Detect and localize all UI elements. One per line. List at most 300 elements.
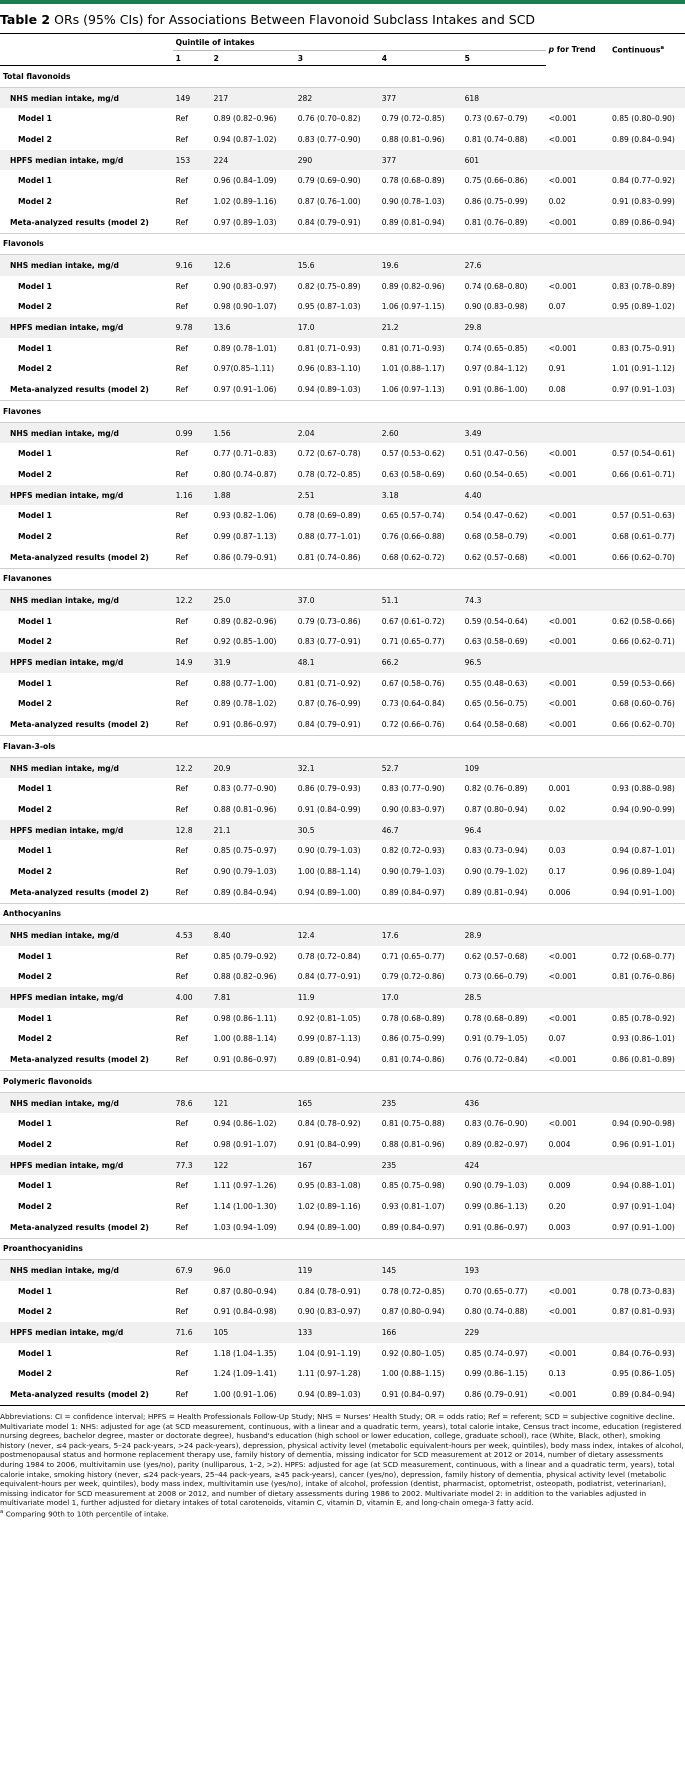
meta-row bbox=[0, 379, 685, 400]
row-label: Model 2 bbox=[0, 1196, 173, 1217]
table-cell: 0.89 (0.84–0.94) bbox=[609, 129, 685, 150]
table-cell: Ref bbox=[173, 1029, 211, 1050]
table-cell: 0.96 (0.89–1.04) bbox=[609, 861, 685, 882]
meta-row bbox=[0, 714, 685, 735]
row-label: Model 2 bbox=[0, 799, 173, 820]
table-cell: 217 bbox=[211, 87, 295, 108]
table-cell: Ref bbox=[173, 547, 211, 568]
table-cell bbox=[609, 422, 685, 443]
table-cell bbox=[546, 925, 609, 946]
table-cell: 0.89 (0.82–0.96) bbox=[211, 108, 295, 129]
table-cell: 0.75 (0.66–0.86) bbox=[462, 170, 546, 191]
table-cell: 0.89 (0.84–0.94) bbox=[609, 1384, 685, 1405]
row-label: HPFS median intake, mg/d bbox=[0, 485, 173, 506]
table-cell: 3.49 bbox=[462, 422, 546, 443]
table-cell: 7.81 bbox=[211, 987, 295, 1008]
table-cell: 1.01 (0.88–1.17) bbox=[379, 359, 462, 380]
table-cell: 0.96 (0.91–1.01) bbox=[609, 1134, 685, 1155]
model-row bbox=[0, 297, 685, 318]
table-cell: 0.78 (0.72–0.85) bbox=[295, 464, 379, 485]
model-row bbox=[0, 129, 685, 150]
table-cell: 377 bbox=[379, 150, 462, 171]
table-cell bbox=[609, 925, 685, 946]
table-cell: 0.90 (0.83–0.97) bbox=[211, 276, 295, 297]
table-cell: 1.06 (0.97–1.15) bbox=[379, 297, 462, 318]
table-cell: 0.92 (0.81–1.05) bbox=[295, 1008, 379, 1029]
table-cell: <0.001 bbox=[546, 632, 609, 653]
table-cell: Ref bbox=[173, 840, 211, 861]
table-cell: 0.90 (0.83–0.97) bbox=[295, 1302, 379, 1323]
table-cell: 0.72 (0.66–0.76) bbox=[379, 714, 462, 735]
table-cell: 0.94 (0.87–1.02) bbox=[211, 129, 295, 150]
table-cell: Ref bbox=[173, 611, 211, 632]
abbreviations-note: Abbreviations: CI = confidence interval; HPFS = Health Professionals Follow-Up Study; NHS = Nurses' Health Study; OR = odds ratio; Ref = referent; SCD = subjective cognitive decline. bbox=[0, 1412, 675, 1421]
table-cell: 235 bbox=[379, 1155, 462, 1176]
table-cell: 0.80 (0.74–0.87) bbox=[211, 464, 295, 485]
table-cell: 0.76 (0.66–0.88) bbox=[379, 526, 462, 547]
table-cell: 0.94 (0.90–0.98) bbox=[609, 1113, 685, 1134]
table-cell: 0.72 (0.68–0.77) bbox=[609, 946, 685, 967]
table-cell: 0.68 (0.60–0.76) bbox=[609, 694, 685, 715]
table-cell: 0.74 (0.65–0.85) bbox=[462, 338, 546, 359]
table-cell: 0.95 (0.86–1.05) bbox=[609, 1364, 685, 1385]
model-row bbox=[0, 799, 685, 820]
row-label: Meta-analyzed results (model 2) bbox=[0, 1049, 173, 1070]
cohort-row bbox=[0, 485, 685, 506]
group-header-row bbox=[0, 1071, 685, 1093]
row-label: Model 1 bbox=[0, 338, 173, 359]
group-header-row bbox=[0, 568, 685, 590]
table-cell: 0.94 (0.89–1.03) bbox=[295, 1384, 379, 1405]
row-label: Model 1 bbox=[0, 108, 173, 129]
table-cell: 0.78 (0.72–0.85) bbox=[379, 1281, 462, 1302]
table-cell: 0.94 (0.86–1.02) bbox=[211, 1113, 295, 1134]
table-cell: 0.88 (0.77–1.00) bbox=[211, 673, 295, 694]
cohort-row bbox=[0, 925, 685, 946]
table-cell: 1.56 bbox=[211, 422, 295, 443]
table-cell: 0.87 (0.76–1.00) bbox=[295, 191, 379, 212]
table-cell: Ref bbox=[173, 632, 211, 653]
table-cell: Ref bbox=[173, 379, 211, 400]
table-cell bbox=[546, 987, 609, 1008]
table-cell: 0.70 (0.65–0.77) bbox=[462, 1281, 546, 1302]
table-cell: 618 bbox=[462, 87, 546, 108]
table-cell: 0.88 (0.81–0.96) bbox=[211, 799, 295, 820]
header-blank bbox=[0, 34, 173, 51]
table-cell: 1.00 (0.88–1.14) bbox=[295, 861, 379, 882]
table-cell: 1.00 (0.88–1.14) bbox=[211, 1029, 295, 1050]
table-cell: 0.60 (0.54–0.65) bbox=[462, 464, 546, 485]
table-cell: 74.3 bbox=[462, 590, 546, 611]
table-cell: 0.84 (0.78–0.92) bbox=[295, 1113, 379, 1134]
table-cell: 0.68 (0.58–0.79) bbox=[462, 526, 546, 547]
table-cell: 193 bbox=[462, 1260, 546, 1281]
table-cell: 0.89 (0.84–0.97) bbox=[379, 882, 462, 903]
row-label: NHS median intake, mg/d bbox=[0, 255, 173, 276]
meta-row bbox=[0, 1049, 685, 1070]
table-cell: 121 bbox=[211, 1092, 295, 1113]
table-cell: 0.92 (0.85–1.00) bbox=[211, 632, 295, 653]
table-cell: 0.004 bbox=[546, 1134, 609, 1155]
quintile-2-header: 2 bbox=[211, 51, 295, 66]
table-cell: 0.91 (0.83–0.99) bbox=[609, 191, 685, 212]
table-cell: 0.91 (0.84–0.97) bbox=[379, 1384, 462, 1405]
table-cell: 0.94 (0.89–1.03) bbox=[295, 379, 379, 400]
model-row bbox=[0, 108, 685, 129]
table-cell: 122 bbox=[211, 1155, 295, 1176]
table-cell: 0.86 (0.79–0.91) bbox=[211, 547, 295, 568]
table-cell: <0.001 bbox=[546, 967, 609, 988]
table-cell: 0.66 (0.62–0.71) bbox=[609, 632, 685, 653]
table-cell: 290 bbox=[295, 150, 379, 171]
row-label: Model 2 bbox=[0, 694, 173, 715]
cohort-row bbox=[0, 422, 685, 443]
table-cell: 20.9 bbox=[211, 757, 295, 778]
table-cell: 96.5 bbox=[462, 652, 546, 673]
row-label: Model 1 bbox=[0, 1343, 173, 1364]
table-cell: 17.0 bbox=[379, 987, 462, 1008]
model-row bbox=[0, 611, 685, 632]
table-cell: 0.83 (0.77–0.90) bbox=[379, 778, 462, 799]
table-cell: 0.91 (0.84–0.99) bbox=[295, 1134, 379, 1155]
table-cell: 0.83 (0.77–0.90) bbox=[295, 129, 379, 150]
model-row bbox=[0, 1029, 685, 1050]
table-cell: 0.64 (0.58–0.68) bbox=[462, 714, 546, 735]
table-cell: 0.73 (0.66–0.79) bbox=[462, 967, 546, 988]
table-cell: 0.79 (0.72–0.86) bbox=[379, 967, 462, 988]
table-cell: Ref bbox=[173, 359, 211, 380]
table-cell: Ref bbox=[173, 1217, 211, 1238]
cohort-row bbox=[0, 150, 685, 171]
table-cell: <0.001 bbox=[546, 526, 609, 547]
model-row bbox=[0, 505, 685, 526]
table-cell: 0.91 (0.79–1.05) bbox=[462, 1029, 546, 1050]
table-cell: 0.88 (0.82–0.96) bbox=[211, 967, 295, 988]
table-cell: 0.003 bbox=[546, 1217, 609, 1238]
table-cell: 0.72 (0.67–0.78) bbox=[295, 443, 379, 464]
cohort-row bbox=[0, 1260, 685, 1281]
table-cell: Ref bbox=[173, 882, 211, 903]
table-cell: 0.91 bbox=[546, 359, 609, 380]
table-cell: Ref bbox=[173, 778, 211, 799]
model-row bbox=[0, 338, 685, 359]
table-cell: 0.99 (0.87–1.13) bbox=[211, 526, 295, 547]
row-label: NHS median intake, mg/d bbox=[0, 925, 173, 946]
row-label: Model 1 bbox=[0, 1008, 173, 1029]
table-cell: 96.0 bbox=[211, 1260, 295, 1281]
table-cell: 1.16 bbox=[173, 485, 211, 506]
table-cell bbox=[546, 1092, 609, 1113]
table-cell: 14.9 bbox=[173, 652, 211, 673]
row-label: Model 2 bbox=[0, 632, 173, 653]
model-row bbox=[0, 778, 685, 799]
table-cell: 0.66 (0.61–0.71) bbox=[609, 464, 685, 485]
table-cell: <0.001 bbox=[546, 129, 609, 150]
table-cell: 0.85 (0.75–0.97) bbox=[211, 840, 295, 861]
table-cell: 8.40 bbox=[211, 925, 295, 946]
row-label: Model 2 bbox=[0, 1364, 173, 1385]
table-cell bbox=[609, 255, 685, 276]
table-cell: 1.11 (0.97–1.28) bbox=[295, 1364, 379, 1385]
table-cell: 9.16 bbox=[173, 255, 211, 276]
group-name: Polymeric flavonoids bbox=[0, 1071, 685, 1093]
table-cell: 0.57 (0.51–0.63) bbox=[609, 505, 685, 526]
row-label: Model 2 bbox=[0, 1029, 173, 1050]
model-row bbox=[0, 1175, 685, 1196]
table-cell: 1.00 (0.91–1.06) bbox=[211, 1384, 295, 1405]
row-label: NHS median intake, mg/d bbox=[0, 1260, 173, 1281]
table-cell bbox=[609, 590, 685, 611]
table-cell bbox=[609, 1260, 685, 1281]
meta-row bbox=[0, 212, 685, 233]
table-cell: 0.87 (0.76–0.99) bbox=[295, 694, 379, 715]
table-cell: Ref bbox=[173, 1343, 211, 1364]
table-cell: 0.74 (0.68–0.80) bbox=[462, 276, 546, 297]
table-cell: 0.97 (0.91–1.04) bbox=[609, 1196, 685, 1217]
table-cell: 0.90 (0.79–1.03) bbox=[211, 861, 295, 882]
table-cell: 0.89 (0.82–0.97) bbox=[462, 1134, 546, 1155]
model-row bbox=[0, 464, 685, 485]
table-cell bbox=[609, 150, 685, 171]
table-cell: 0.92 (0.80–1.05) bbox=[379, 1343, 462, 1364]
table-cell: 0.78 (0.69–0.89) bbox=[295, 505, 379, 526]
table-cell: 0.96 (0.84–1.09) bbox=[211, 170, 295, 191]
table-cell: 0.82 (0.76–0.89) bbox=[462, 778, 546, 799]
table-cell: 96.4 bbox=[462, 820, 546, 841]
table-cell: <0.001 bbox=[546, 443, 609, 464]
table-cell: Ref bbox=[173, 694, 211, 715]
model-row bbox=[0, 1302, 685, 1323]
quintile-3-header: 3 bbox=[295, 51, 379, 66]
table-cell: 0.76 (0.70–0.82) bbox=[295, 108, 379, 129]
table-cell: 0.79 (0.72–0.85) bbox=[379, 108, 462, 129]
group-name: Flavonols bbox=[0, 233, 685, 255]
table-cell: Ref bbox=[173, 946, 211, 967]
table-cell: 0.57 (0.54–0.61) bbox=[609, 443, 685, 464]
table-cell: Ref bbox=[173, 443, 211, 464]
table-cell: <0.001 bbox=[546, 1281, 609, 1302]
row-label: Model 1 bbox=[0, 443, 173, 464]
group-header-row bbox=[0, 903, 685, 925]
table-cell: 30.5 bbox=[295, 820, 379, 841]
table-cell: Ref bbox=[173, 1175, 211, 1196]
row-label: Model 1 bbox=[0, 276, 173, 297]
table-cell: Ref bbox=[173, 212, 211, 233]
table-cell: 0.94 (0.89–1.00) bbox=[295, 1217, 379, 1238]
table-cell: Ref bbox=[173, 526, 211, 547]
table-cell: 0.78 (0.68–0.89) bbox=[462, 1008, 546, 1029]
row-label: Model 1 bbox=[0, 840, 173, 861]
table-cell: 133 bbox=[295, 1322, 379, 1343]
table-cell bbox=[546, 1260, 609, 1281]
row-label: Model 1 bbox=[0, 1281, 173, 1302]
table-cell bbox=[546, 1322, 609, 1343]
table-cell: 0.81 (0.71–0.92) bbox=[295, 673, 379, 694]
table-cell: Ref bbox=[173, 673, 211, 694]
row-label: Meta-analyzed results (model 2) bbox=[0, 212, 173, 233]
row-label: Model 2 bbox=[0, 129, 173, 150]
group-name: Flavan-3-ols bbox=[0, 736, 685, 758]
row-label: HPFS median intake, mg/d bbox=[0, 1322, 173, 1343]
table-cell: 0.65 (0.57–0.74) bbox=[379, 505, 462, 526]
model-row bbox=[0, 1196, 685, 1217]
table-cell: 0.73 (0.67–0.79) bbox=[462, 108, 546, 129]
row-label: Model 2 bbox=[0, 526, 173, 547]
table-cell: 0.91 (0.84–0.99) bbox=[295, 799, 379, 820]
table-cell: 0.81 (0.76–0.86) bbox=[609, 967, 685, 988]
table-cell: 0.89 (0.82–0.96) bbox=[379, 276, 462, 297]
table-cell: 1.06 (0.97–1.13) bbox=[379, 379, 462, 400]
row-label: Model 2 bbox=[0, 191, 173, 212]
table-caption: ORs (95% CIs) for Associations Between Flavonoid Subclass Intakes and SCD bbox=[54, 12, 536, 27]
table-cell bbox=[609, 652, 685, 673]
table-cell bbox=[609, 317, 685, 338]
table-cell: 0.80 (0.74–0.88) bbox=[462, 1302, 546, 1323]
table-cell: 0.07 bbox=[546, 297, 609, 318]
table-cell: Ref bbox=[173, 1008, 211, 1029]
table-cell: 0.88 (0.77–1.01) bbox=[295, 526, 379, 547]
row-label: Meta-analyzed results (model 2) bbox=[0, 882, 173, 903]
table-cell bbox=[546, 87, 609, 108]
table-cell: Ref bbox=[173, 464, 211, 485]
table-cell: 1.01 (0.91–1.12) bbox=[609, 359, 685, 380]
table-cell: 0.95 (0.87–1.03) bbox=[295, 297, 379, 318]
table-cell: 0.87 (0.80–0.94) bbox=[379, 1302, 462, 1323]
table-cell: 0.87 (0.80–0.94) bbox=[462, 799, 546, 820]
table-cell: 0.82 (0.72–0.93) bbox=[379, 840, 462, 861]
table-cell: <0.001 bbox=[546, 1302, 609, 1323]
table-cell: 105 bbox=[211, 1322, 295, 1343]
table-cell: 0.59 (0.53–0.66) bbox=[609, 673, 685, 694]
table-cell: 0.78 (0.72–0.84) bbox=[295, 946, 379, 967]
table-cell: 0.65 (0.56–0.75) bbox=[462, 694, 546, 715]
table-cell: 0.97 (0.91–1.03) bbox=[609, 379, 685, 400]
table-cell: 0.99 bbox=[173, 422, 211, 443]
table-cell bbox=[546, 652, 609, 673]
model-row bbox=[0, 170, 685, 191]
table-cell: 0.86 (0.75–0.99) bbox=[462, 191, 546, 212]
table-cell: 0.08 bbox=[546, 379, 609, 400]
row-label: Model 2 bbox=[0, 297, 173, 318]
table-cell: <0.001 bbox=[546, 946, 609, 967]
table-cell: 0.97 (0.91–1.06) bbox=[211, 379, 295, 400]
table-cell: 0.93 (0.82–1.06) bbox=[211, 505, 295, 526]
table-cell: 0.17 bbox=[546, 861, 609, 882]
table-cell: 0.91 (0.86–0.97) bbox=[211, 714, 295, 735]
table-cell: 0.84 (0.79–0.91) bbox=[295, 714, 379, 735]
table-cell: Ref bbox=[173, 505, 211, 526]
table-cell: 0.89 (0.82–0.96) bbox=[211, 611, 295, 632]
table-cell: 0.97 (0.84–1.12) bbox=[462, 359, 546, 380]
row-label: Model 2 bbox=[0, 359, 173, 380]
table-cell: Ref bbox=[173, 1134, 211, 1155]
meta-row bbox=[0, 547, 685, 568]
table-cell: Ref bbox=[173, 1364, 211, 1385]
table-cell: 0.89 (0.81–0.94) bbox=[379, 212, 462, 233]
model-row bbox=[0, 1008, 685, 1029]
table-cell: 0.82 (0.75–0.89) bbox=[295, 276, 379, 297]
meta-row bbox=[0, 882, 685, 903]
table-cell: Ref bbox=[173, 799, 211, 820]
table-cell: 0.81 (0.74–0.86) bbox=[295, 547, 379, 568]
table-cell: <0.001 bbox=[546, 1113, 609, 1134]
table-cell: 0.62 (0.57–0.68) bbox=[462, 946, 546, 967]
table-cell: 0.89 (0.81–0.94) bbox=[295, 1049, 379, 1070]
cohort-row bbox=[0, 1155, 685, 1176]
table-cell: 0.71 (0.65–0.77) bbox=[379, 632, 462, 653]
meta-row bbox=[0, 1384, 685, 1405]
table-cell: 0.03 bbox=[546, 840, 609, 861]
table-cell: 0.66 (0.62–0.70) bbox=[609, 547, 685, 568]
table-cell: Ref bbox=[173, 297, 211, 318]
table-cell: 0.13 bbox=[546, 1364, 609, 1385]
row-label: NHS median intake, mg/d bbox=[0, 757, 173, 778]
table-cell: 0.94 (0.90–0.99) bbox=[609, 799, 685, 820]
table-cell: 0.90 (0.79–1.03) bbox=[379, 861, 462, 882]
model-row bbox=[0, 526, 685, 547]
table-cell: <0.001 bbox=[546, 1008, 609, 1029]
group-name: Total flavonoids bbox=[0, 66, 685, 88]
table-cell: 601 bbox=[462, 150, 546, 171]
table-cell: 52.7 bbox=[379, 757, 462, 778]
table-cell: 1.24 (1.09–1.41) bbox=[211, 1364, 295, 1385]
model-row bbox=[0, 673, 685, 694]
table-cell: 0.78 (0.73–0.83) bbox=[609, 1281, 685, 1302]
table-cell: 0.90 (0.79–1.03) bbox=[462, 1175, 546, 1196]
table-cell: Ref bbox=[173, 1196, 211, 1217]
table-cell: 119 bbox=[295, 1260, 379, 1281]
row-label: Model 1 bbox=[0, 778, 173, 799]
cohort-row bbox=[0, 87, 685, 108]
table-cell: 0.009 bbox=[546, 1175, 609, 1196]
table-cell: 145 bbox=[379, 1260, 462, 1281]
table-cell: 0.81 (0.74–0.86) bbox=[379, 1049, 462, 1070]
table-cell: 0.55 (0.48–0.63) bbox=[462, 673, 546, 694]
table-cell: 77.3 bbox=[173, 1155, 211, 1176]
table-cell: 235 bbox=[379, 1092, 462, 1113]
table-cell bbox=[546, 150, 609, 171]
table-cell: 51.1 bbox=[379, 590, 462, 611]
table-cell: 0.62 (0.57–0.68) bbox=[462, 547, 546, 568]
table-cell: 0.87 (0.81–0.93) bbox=[609, 1302, 685, 1323]
table-cell: 0.90 (0.83–0.98) bbox=[462, 297, 546, 318]
table-cell: 0.83 (0.73–0.94) bbox=[462, 840, 546, 861]
table-cell: 1.00 (0.88–1.15) bbox=[379, 1364, 462, 1385]
group-header-row bbox=[0, 66, 685, 88]
table-cell bbox=[546, 590, 609, 611]
table-cell: Ref bbox=[173, 861, 211, 882]
table-cell: 46.7 bbox=[379, 820, 462, 841]
table-cell: <0.001 bbox=[546, 673, 609, 694]
table-cell: 32.1 bbox=[295, 757, 379, 778]
row-label: Model 1 bbox=[0, 1175, 173, 1196]
row-label: Meta-analyzed results (model 2) bbox=[0, 1217, 173, 1238]
table-cell: 71.6 bbox=[173, 1322, 211, 1343]
table-cell: 0.73 (0.64–0.84) bbox=[379, 694, 462, 715]
table-cell: 78.6 bbox=[173, 1092, 211, 1113]
row-label: NHS median intake, mg/d bbox=[0, 87, 173, 108]
row-label: Model 1 bbox=[0, 170, 173, 191]
table-cell: 149 bbox=[173, 87, 211, 108]
table-cell: Ref bbox=[173, 338, 211, 359]
table-cell: 3.18 bbox=[379, 485, 462, 506]
table-cell: 0.89 (0.86–0.94) bbox=[609, 212, 685, 233]
table-cell: 4.00 bbox=[173, 987, 211, 1008]
model-row bbox=[0, 1364, 685, 1385]
table-cell: 0.85 (0.78–0.92) bbox=[609, 1008, 685, 1029]
table-cell: <0.001 bbox=[546, 611, 609, 632]
table-cell: 0.84 (0.76–0.93) bbox=[609, 1343, 685, 1364]
